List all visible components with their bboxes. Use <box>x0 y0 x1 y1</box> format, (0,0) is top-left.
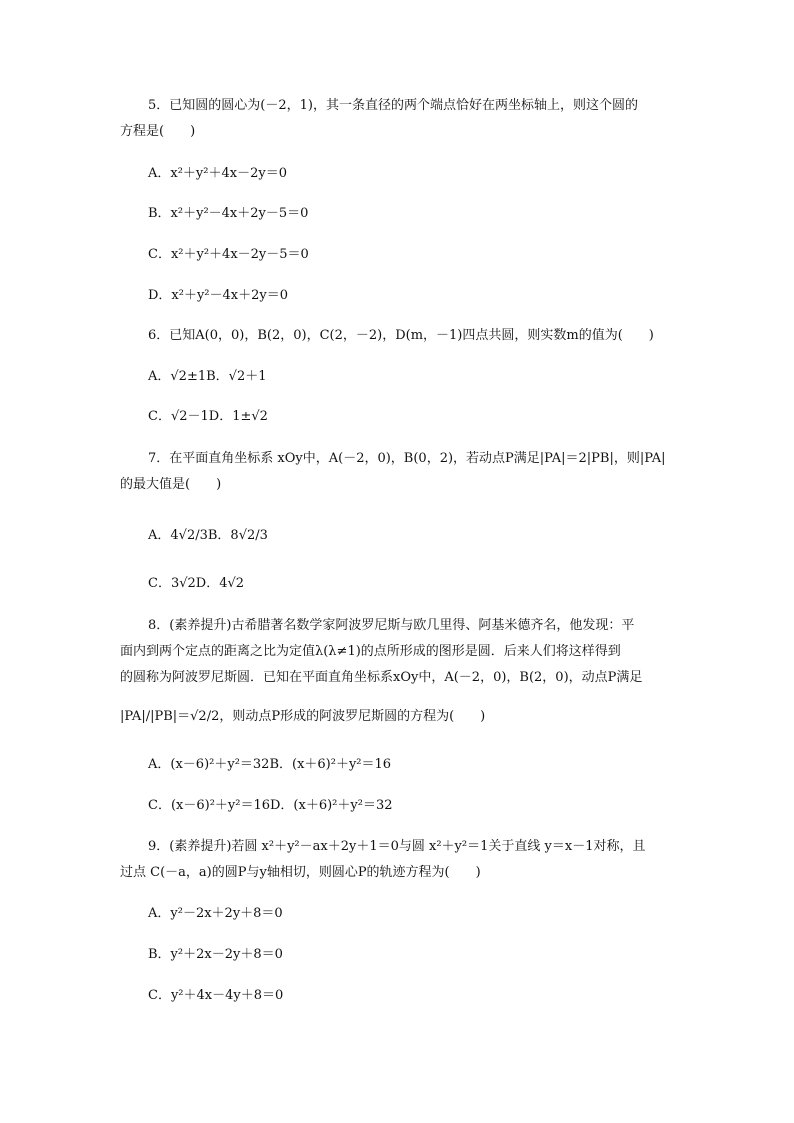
q9-option-a: A．y²－2x＋2y＋8＝0 <box>148 906 283 921</box>
q9-stem-line1: 9．(素养提升)若圆 x²＋y²－ax＋2y＋1＝0与圆 x²＋y²＝1关于直线 y＝x－1对称，且 <box>148 839 646 854</box>
q8-option-cd: C．(x－6)²＋y²＝16D．(x＋6)²＋y²＝32 <box>148 798 393 813</box>
q5-option-b: B．x²＋y²－4x＋2y－5＝0 <box>148 206 309 221</box>
q7-option-cd: C．3√2D．4√2 <box>148 576 245 591</box>
q6-option-cd: C．√2－1D．1±√2 <box>148 409 268 424</box>
q7-stem-line2: 的最大值是( ) <box>120 477 222 492</box>
q9-option-b: B．y²＋2x－2y＋8＝0 <box>148 947 283 962</box>
q8-stem-line3: 的圆称为阿波罗尼斯圆．已知在平面直角坐标系xOy中，A(－2，0)，B(2，0)，动点P满足 <box>120 670 643 685</box>
q6-option-ab: A．√2±1B．√2＋1 <box>148 369 267 384</box>
q7-option-ab: A．4√2/3B．8√2/3 <box>148 528 268 543</box>
q5-stem-line2: 方程是( ) <box>120 124 196 139</box>
q8-stem-line2: 面内到两个定点的距离之比为定值λ(λ≠1)的点所形成的图形是圆．后来人们将这样得到 <box>120 644 621 659</box>
q5-option-a: A．x²＋y²＋4x－2y＝0 <box>148 166 287 181</box>
q5-stem-line1: 5．已知圆的圆心为(－2，1)，其一条直径的两个端点恰好在两坐标轴上，则这个圆的 <box>148 98 638 113</box>
q9-option-c: C．y²＋4x－4y＋8＝0 <box>148 988 284 1003</box>
q5-option-c: C．x²＋y²＋4x－2y－5＝0 <box>148 247 309 262</box>
q5-option-d: D．x²＋y²－4x＋2y＝0 <box>148 288 289 303</box>
q9-stem-line2: 过点 C(－a，a)的圆P与y轴相切，则圆心P的轨迹方程为( ) <box>120 865 481 880</box>
q6-stem-line1: 6．已知A(0，0)，B(2，0)，C(2，－2)，D(m，－1)四点共圆，则实数m的值为( ) <box>148 328 654 343</box>
q7-stem-line1: 7．在平面直角坐标系 xOy中，A(－2，0)，B(0，2)，若动点P满足|PA|＝2|PB|，则|PA| <box>148 451 666 466</box>
q8-option-ab: A．(x－6)²＋y²＝32B．(x＋6)²＋y²＝16 <box>148 757 392 772</box>
q8-stem-line1: 8．(素养提升)古希腊著名数学家阿波罗尼斯与欧几里得、阿基米德齐名，他发现：平 <box>148 618 635 633</box>
q8-stem-line4: |PA|/|PB|＝√2/2，则动点P形成的阿波罗尼斯圆的方程为( ) <box>120 709 486 724</box>
